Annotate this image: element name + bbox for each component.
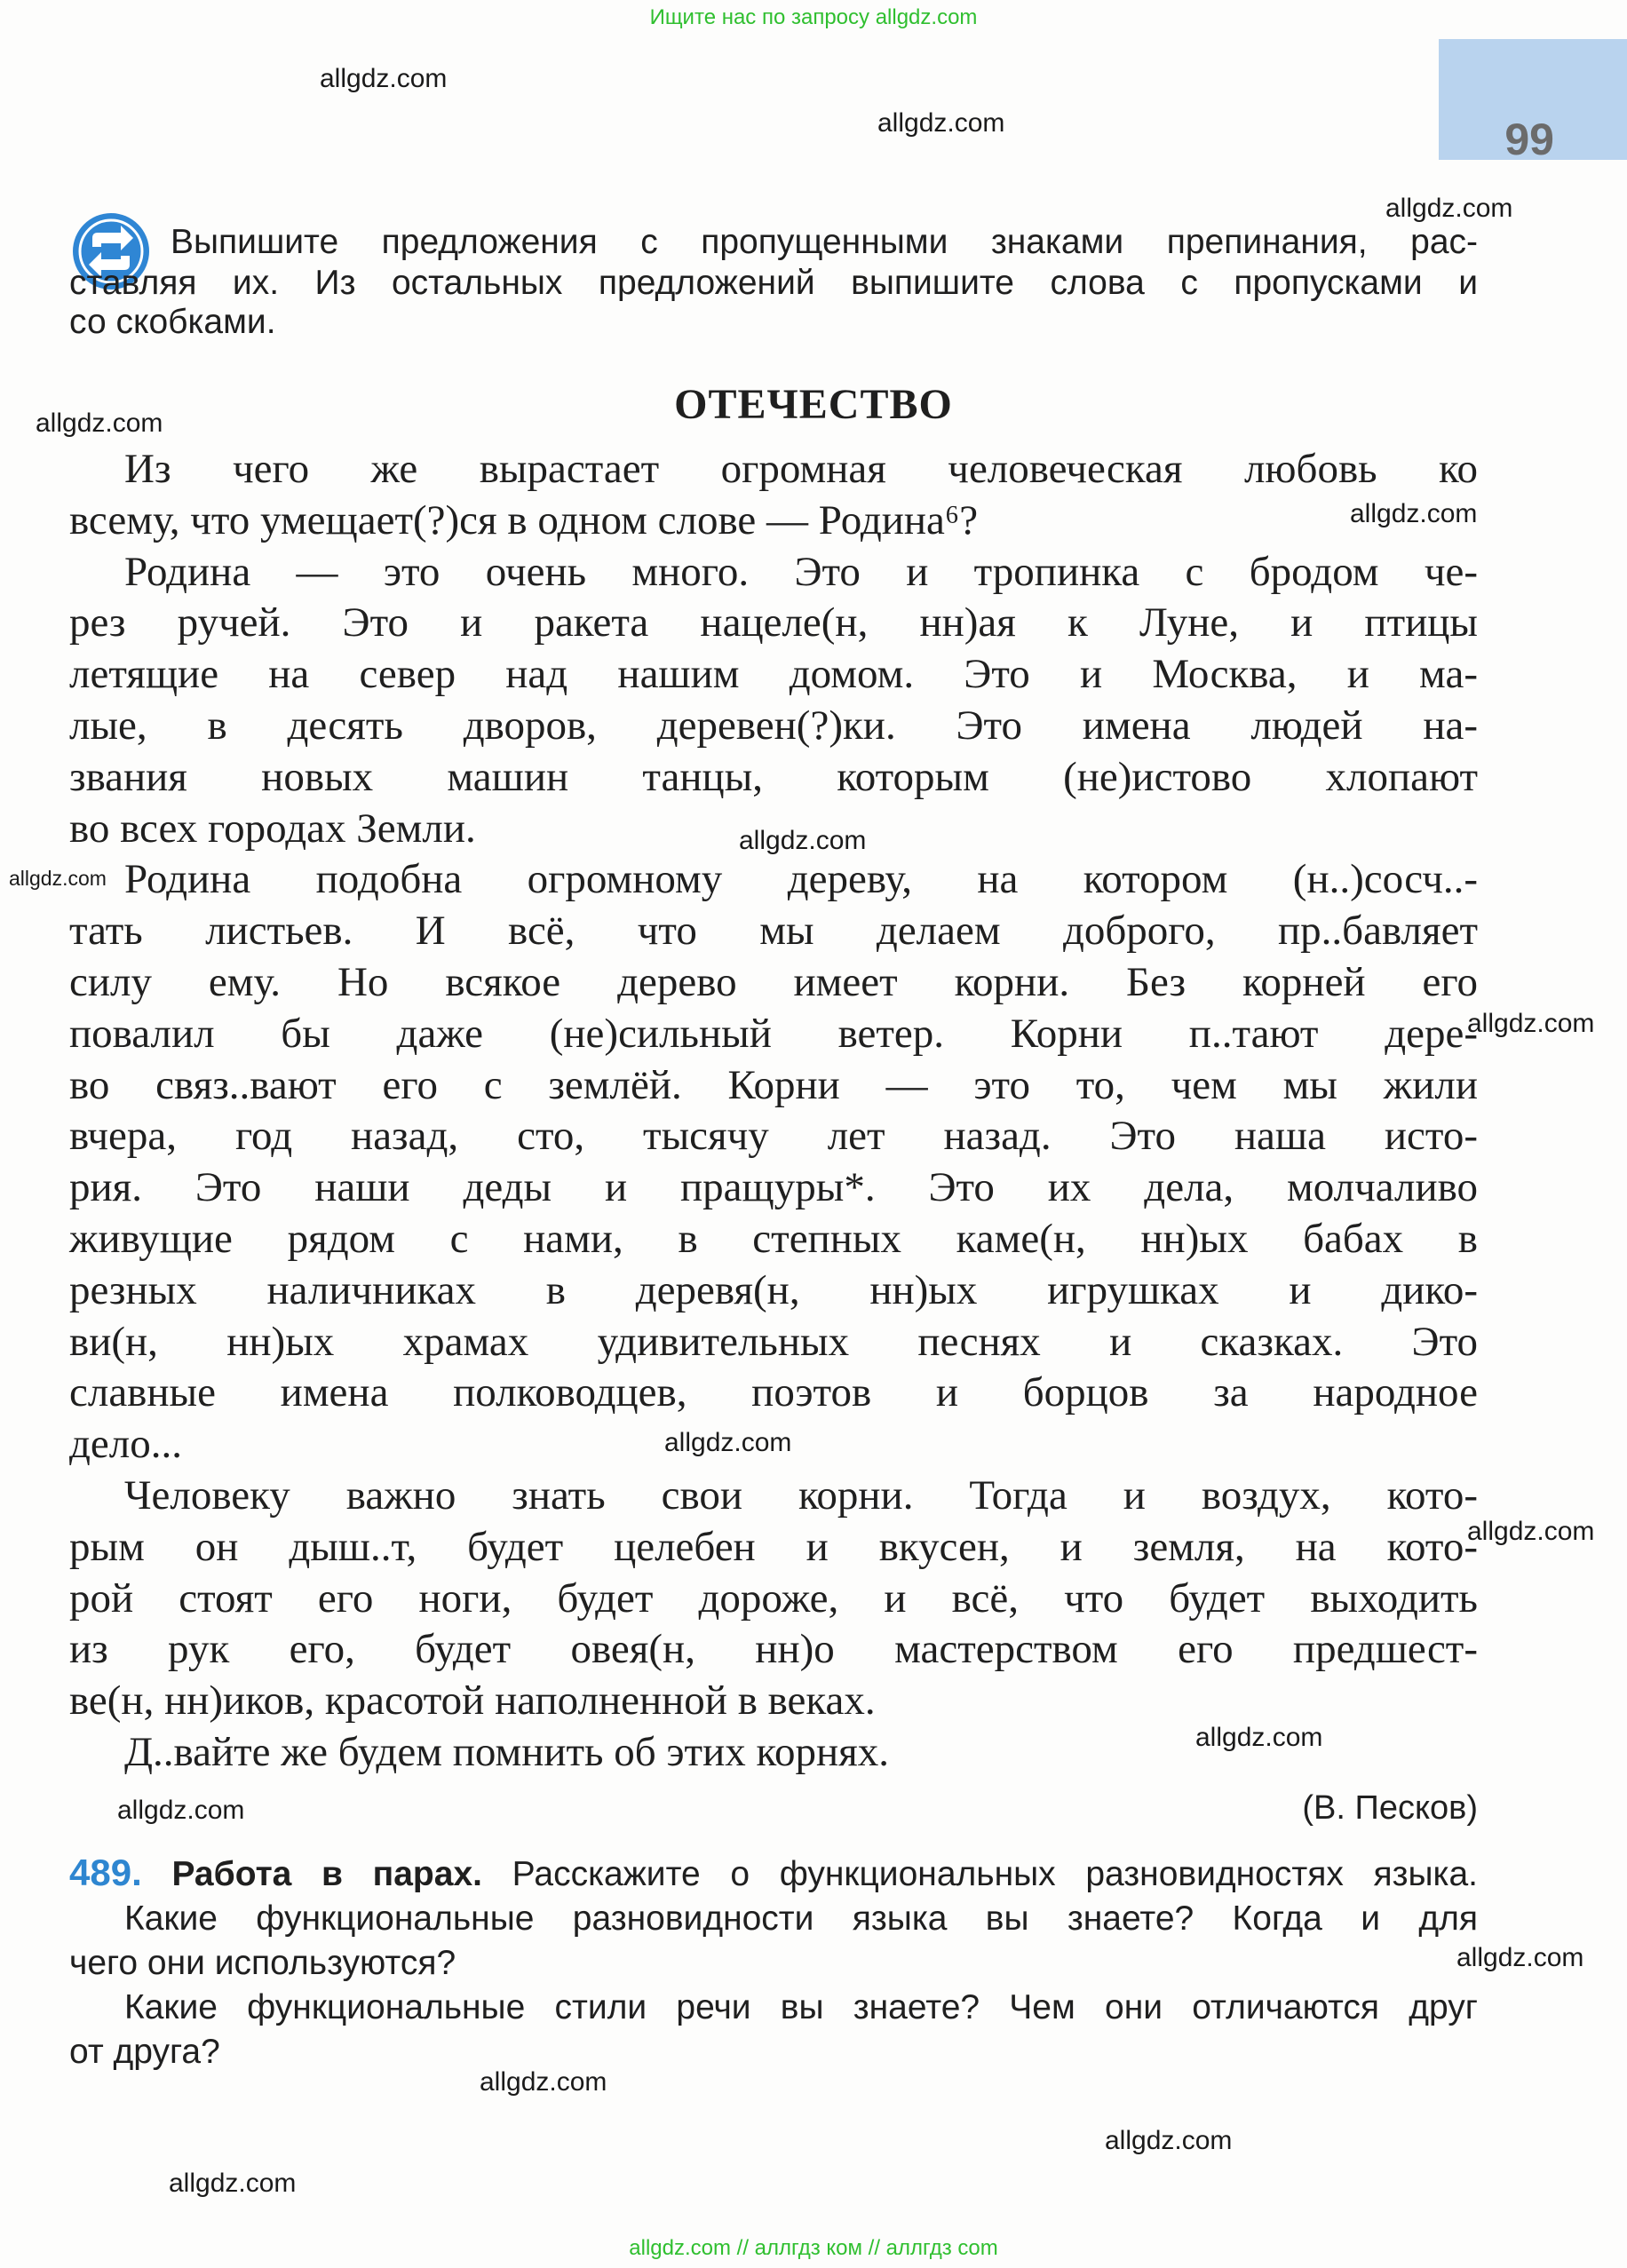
text-line: всему, что умещает(?)ся в одном слове — Родина⁶? [69,496,979,543]
text-line: вчера, год назад, сто, тысячу лет назад. Это наша исто- [69,1113,1478,1160]
watermark: allgdz.com [1195,1723,1323,1752]
task-heading-rest: Расскажите о функциональных разновидностях языка. [512,1855,1479,1893]
watermark: allgdz.com [877,108,1005,138]
text-line: рой стоят его ноги, будет дороже, и всё, что будет выходить [69,1574,1478,1622]
task-number: 489. [69,1852,142,1893]
text-line: лые, в десять дворов, деревен(?)ки. Это имена людей на- [69,702,1478,749]
text-line: резных наличниках в деревя(н, нн)ых игрушках и дико- [69,1266,1478,1313]
watermark: allgdz.com [1467,1517,1595,1546]
text-title: ОТЕЧЕСТВО [674,381,953,428]
page-number: 99 [1504,115,1554,164]
watermark: allgdz.com [1350,499,1478,528]
task-heading: Работа в парах. [171,1855,482,1893]
task-489 [69,1851,1478,2074]
text-line: Родина — это очень много. Это и тропинка с бродом че- [124,548,1478,595]
task-intro-line: ставляя их. Из остальных предложений выпишите слова с пропусками и [69,264,1478,302]
task-489-line: Какие функциональные стили речи вы знаете? Чем они отличаются друг [124,1988,1478,2026]
watermark: allgdz.com [664,1428,792,1457]
text-line: силу ему. Но всякое дерево имеет корни. Без корней его [69,958,1478,1005]
text-line: во связ..вают его с землёй. Корни — это то, чем мы жили [69,1061,1478,1108]
text-line: славные имена полководцев, поэтов и борцов за народное [69,1369,1478,1416]
text-line: ви(н, нн)ых храмах удивительных песнях и сказках. Это [69,1318,1478,1365]
text-line: Из чего же вырастает огромная человеческая любовь ко [124,446,1478,492]
search-hint-banner: Ищите нас по запросу allgdz.com [649,5,978,29]
task-489-line: от друга? [69,2033,220,2071]
task-489-line: чего они используются? [69,1944,456,1982]
text-line: ве(н, нн)иков, красотой наполненной в веках. [69,1677,876,1725]
text-line: живущие рядом с нами, в степных каме(н, нн)ых бабах в [69,1215,1478,1262]
text-line: рез ручей. Это и ракета нацеле(н, нн)ая к Луне, и птицы [69,599,1478,646]
task-489-line: Какие функциональные разновидности языка вы знаете? Когда и для [124,1899,1478,1938]
text-line: рия. Это наши деды и пращуры*. Это их дела, молчаливо [69,1164,1478,1211]
text-line: Д..вайте же будем помнить об этих корнях. [124,1728,889,1775]
watermark: allgdz.com [1105,2126,1233,2155]
text-line: из рук его, будет овея(н, нн)о мастерством его предшест- [69,1626,1478,1673]
task-intro-line: со скобками. [69,303,276,341]
text-line: Человеку важно знать свои корни. Тогда и воздух, кото- [124,1471,1478,1519]
text-author: (В. Песков) [1302,1789,1478,1827]
task-intro [69,220,1478,345]
watermark: allgdz.com [1467,1009,1595,1038]
text-line: тать листьев. И всё, что мы делаем доброго, пр..бавляет [69,908,1478,955]
footer-links[interactable]: allgdz.com // аллгдз ком // аллгдз com [629,2236,998,2260]
watermark: allgdz.com [1456,1943,1584,1972]
watermark: allgdz.com [36,408,163,438]
watermark: allgdz.com [117,1796,245,1825]
watermark: allgdz.com [480,2067,607,2097]
text-line: летящие на север над нашим домом. Это и Москва, и ма- [69,651,1478,698]
watermark: allgdz.com [9,867,107,890]
text-line: дело... [69,1421,182,1468]
text-line: повалил бы даже (не)сильный ветер. Корни п..тают дере- [69,1010,1478,1057]
text-line: рым он дыш..т, будет целебен и вкусен, и земля, на кото- [69,1523,1478,1570]
watermark: allgdz.com [320,64,448,93]
watermark: allgdz.com [739,826,867,855]
text-line: звания новых машин танцы, которым (не)истово хлопают [69,753,1478,800]
task-489-heading-line [69,1851,1478,1897]
main-text [69,444,1478,1779]
watermark: allgdz.com [169,2169,297,2198]
watermark: allgdz.com [1385,194,1513,223]
text-line: Родина подобна огромному дереву, на котором (н..)сосч..- [124,856,1478,903]
text-line: во всех городах Земли. [69,805,476,852]
task-intro-line: Выпишите предложения с пропущенными знаками препинания, рас- [171,223,1478,261]
